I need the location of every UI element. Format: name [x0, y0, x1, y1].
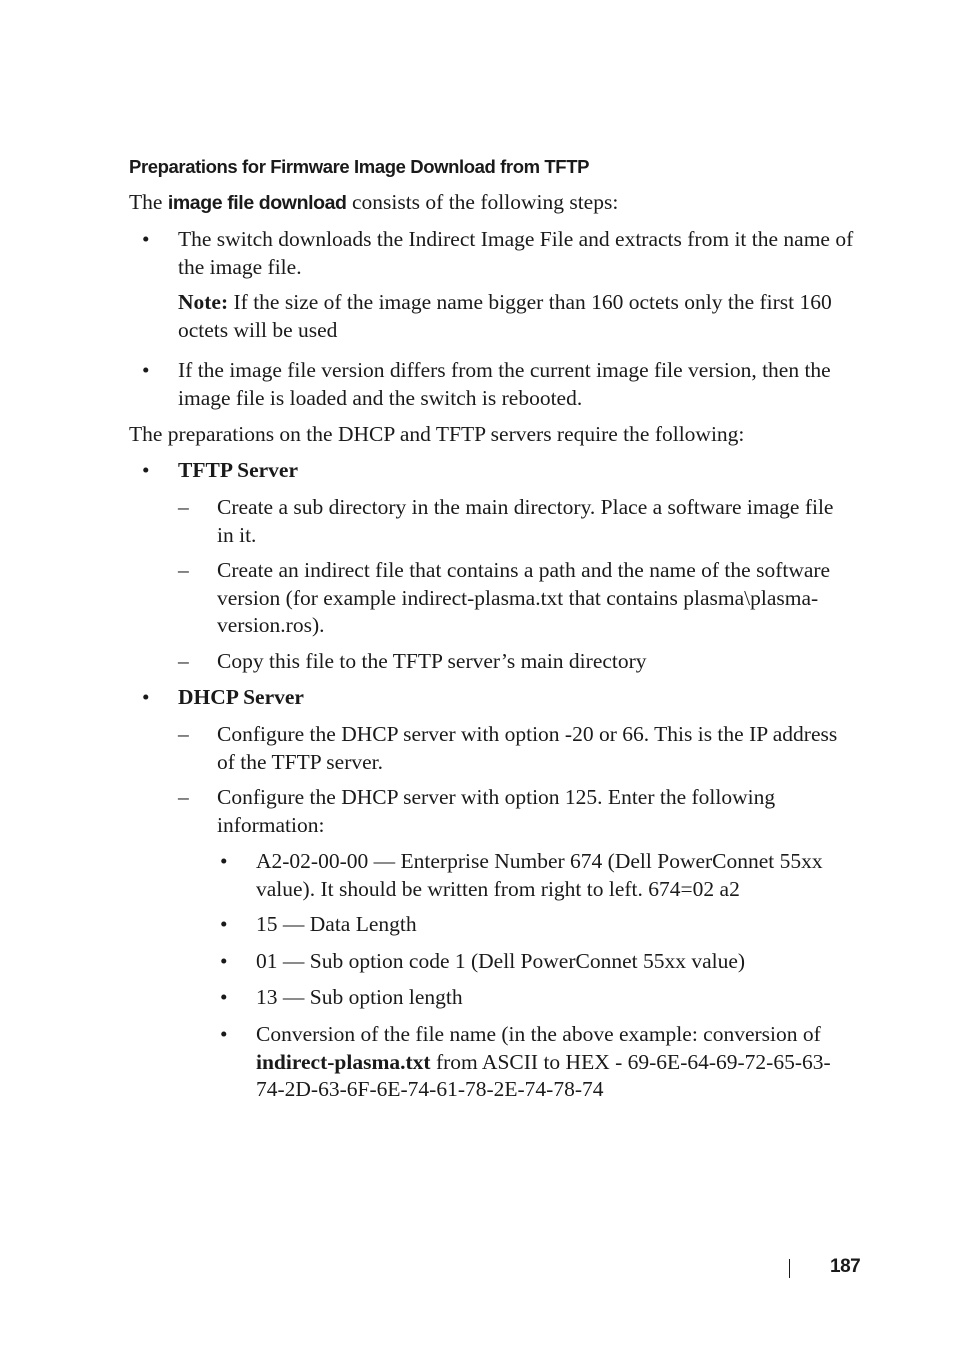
tftp-item-1-dash: –	[178, 495, 189, 519]
dhcp-item-2-dash: –	[178, 785, 189, 809]
sub-item-4-bullet: •	[220, 985, 228, 1009]
tftp-item-2: Create an indirect file that contains a path and the name of the software version (for example indirect-plasma.txt that contains plasma\plasma-version.ros).	[217, 558, 831, 637]
note-paragraph	[178, 289, 854, 344]
dhcp-item-1: Configure the DHCP server with option -20 or 66. This is the IP address of the TFTP server.	[217, 722, 838, 774]
sub-item-5	[256, 1021, 856, 1104]
conversion-file: indirect-plasma.txt	[256, 1049, 431, 1074]
tftp-item-3-dash: –	[178, 649, 189, 673]
sub-item-2: 15 — Data Length	[256, 912, 417, 936]
page-number: 187	[830, 1256, 861, 1277]
intro-paragraph	[129, 189, 869, 218]
tftp-bullet: •	[142, 458, 150, 482]
tftp-item-2-dash: –	[178, 558, 189, 582]
step-2-text: If the image file version differs from the current image file version, then the image file is loaded and the switch is rebooted.	[178, 358, 831, 410]
page-number-divider	[789, 1259, 790, 1278]
intro-before: The	[129, 190, 168, 214]
sub-item-3: 01 — Sub option code 1 (Dell PowerConnet 55xx value)	[256, 949, 746, 973]
sub-item-4: 13 — Sub option length	[256, 985, 463, 1009]
prep-intro: The preparations on the DHCP and TFTP servers require the following:	[129, 422, 745, 446]
sub-item-2-bullet: •	[220, 912, 228, 936]
sub-item-3-bullet: •	[220, 949, 228, 973]
sub-item-5-bullet: •	[220, 1022, 228, 1046]
note-text: If the size of the image name bigger than 160 octets only the first 160 octets will be used	[178, 290, 832, 342]
sub-item-1-bullet: •	[220, 849, 228, 873]
tftp-item-1: Create a sub directory in the main directory. Place a software image file in it.	[217, 495, 834, 547]
step-1-text: The switch downloads the Indirect Image File and extracts from it the name of the image file.	[178, 227, 854, 279]
sub-item-1: A2-02-00-00 — Enterprise Number 674 (Dell PowerConnet 55xx value). It should be written from right to left. 674=02 a2	[256, 849, 823, 901]
tftp-item-3: Copy this file to the TFTP server’s main directory	[217, 649, 647, 673]
conversion-before: Conversion of the file name (in the above example: conversion of	[256, 1022, 821, 1046]
step-2-bullet: •	[142, 358, 150, 382]
dhcp-item-1-dash: –	[178, 722, 189, 746]
intro-after: consists of the following steps:	[346, 190, 619, 214]
tftp-title: TFTP Server	[178, 458, 299, 482]
note-label: Note:	[178, 290, 229, 314]
dhcp-item-2: Configure the DHCP server with option 125. Enter the following information:	[217, 785, 776, 837]
dhcp-title: DHCP Server	[178, 685, 304, 709]
section-heading: Preparations for Firmware Image Download from TFTP	[129, 156, 590, 177]
intro-term: image file download	[167, 192, 347, 214]
dhcp-bullet: •	[142, 685, 150, 709]
conversion-after: from ASCII to HEX - 69-6E-64-69-72-65-63-74-2D-63-6F-6E-74-61-78-2E-74-78-74	[256, 1049, 831, 1101]
step-1-bullet: •	[142, 227, 150, 251]
